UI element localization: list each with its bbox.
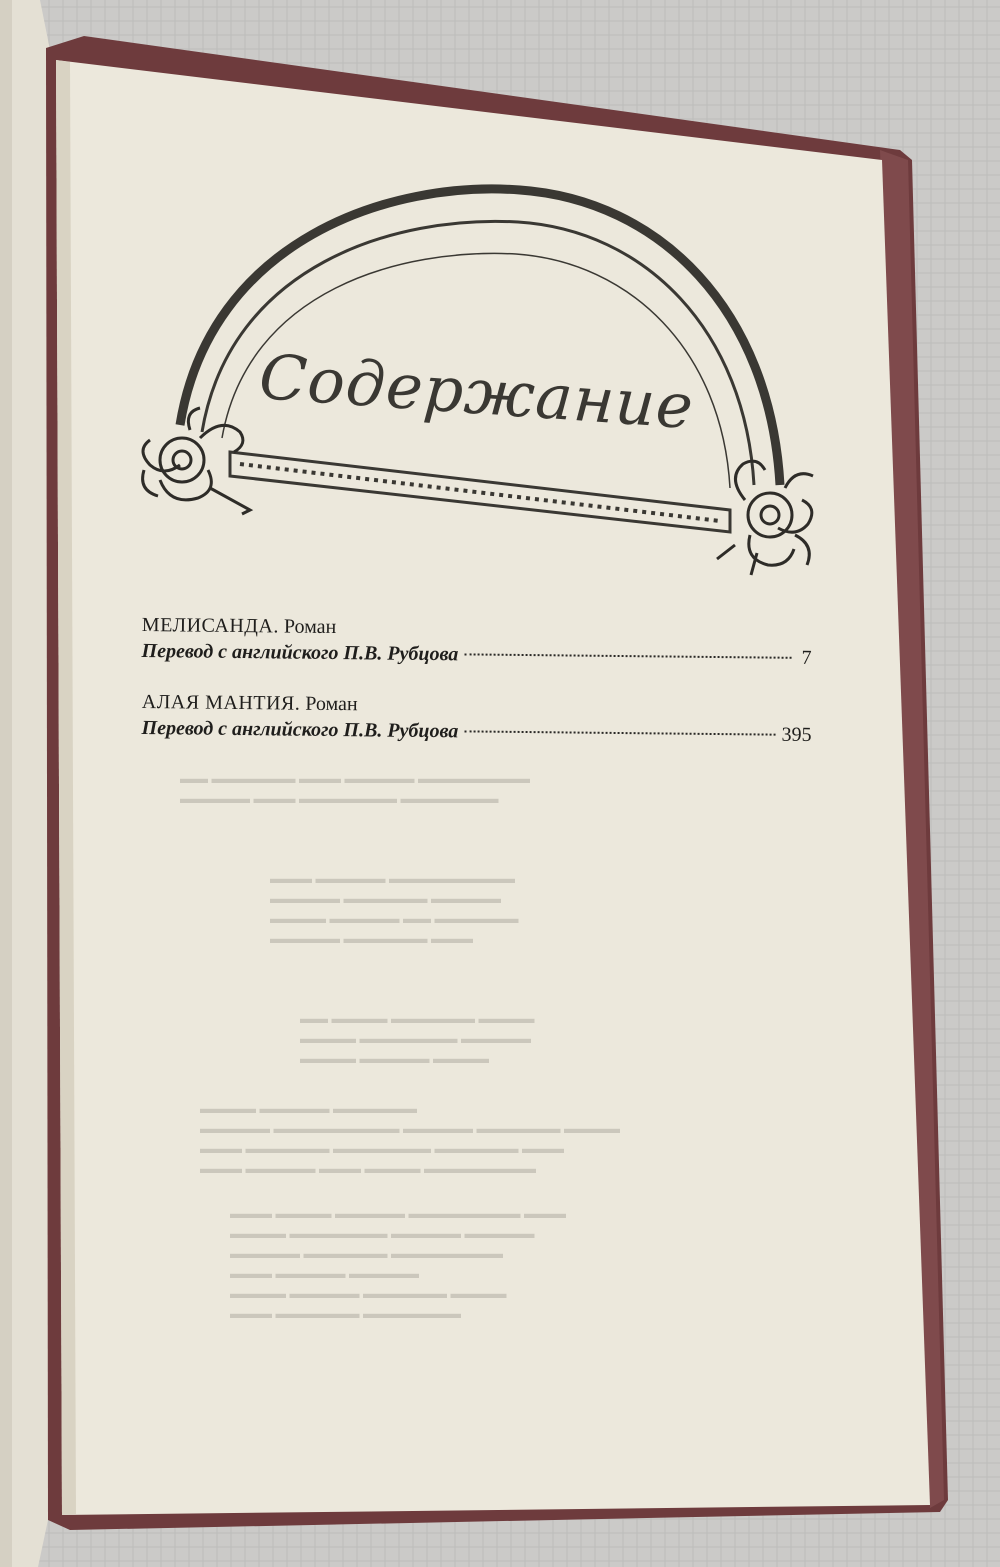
toc-translator: Перевод с английского П.В. Рубцова bbox=[141, 639, 459, 666]
toc-translator: Перевод с английского П.В. Рубцова bbox=[141, 716, 459, 743]
show-through-text: ▬▬ ▬▬▬▬ ▬▬▬▬▬▬ ▬▬▬▬ ▬▬▬▬ ▬▬▬▬▬▬▬ ▬▬▬▬▬ ▬▬▬▬ ▬▬▬▬▬ ▬▬▬▬ bbox=[300, 1012, 535, 1067]
toc-entry bbox=[141, 612, 812, 671]
toc-genre: Роман bbox=[283, 615, 337, 639]
toc-entry bbox=[141, 689, 812, 748]
show-through-text: ▬▬▬ ▬▬▬▬ ▬▬▬▬▬ ▬▬▬▬▬▬▬▬ ▬▬▬ ▬▬▬▬ ▬▬▬▬▬▬▬ ▬▬▬▬▬ ▬▬▬▬▬ ▬▬▬▬▬ ▬▬▬▬▬▬ ▬▬▬▬▬▬▬▬ ▬▬▬ ▬▬▬▬▬ ▬▬▬▬▬ ▬▬▬▬ ▬▬▬▬▬ ▬▬▬▬▬▬ ▬▬▬▬ ▬▬▬ ▬▬▬▬▬▬ ▬▬▬▬▬▬▬ bbox=[230, 1207, 566, 1322]
toc-page-number: 7 bbox=[801, 646, 812, 670]
toc-title: МЕЛИСАНДА. bbox=[141, 613, 280, 638]
dot-leader bbox=[464, 653, 791, 658]
dot-leader bbox=[464, 730, 775, 735]
show-through-text: ▬▬▬▬ ▬▬▬▬▬ ▬▬▬▬▬▬ ▬▬▬▬▬ ▬▬▬▬▬▬▬▬▬ ▬▬▬▬▬ ▬▬▬▬▬▬ ▬▬▬▬ ▬▬▬ ▬▬▬▬▬▬ ▬▬▬▬▬▬▬ ▬▬▬▬▬▬ ▬▬▬ ▬▬▬ ▬▬▬▬▬ ▬▬▬ ▬▬▬▬ ▬▬▬▬▬▬▬▬ bbox=[200, 1102, 620, 1177]
show-through-text: ▬▬▬ ▬▬▬▬▬ ▬▬▬▬▬▬▬▬▬ ▬▬▬▬▬ ▬▬▬▬▬▬ ▬▬▬▬▬ ▬▬▬▬ ▬▬▬▬▬ ▬▬ ▬▬▬▬▬▬ ▬▬▬▬▬ ▬▬▬▬▬▬ ▬▬▬ bbox=[270, 872, 519, 947]
contents-heading: Содержание bbox=[256, 340, 697, 444]
toc-genre: Роман bbox=[305, 692, 358, 716]
ribbon-band bbox=[230, 452, 730, 532]
toc-title: АЛАЯ МАНТИЯ. bbox=[141, 690, 301, 715]
show-through-text: ▬▬ ▬▬▬▬▬▬ ▬▬▬ ▬▬▬▬▬ ▬▬▬▬▬▬▬▬ ▬▬▬▬▬ ▬▬▬ ▬▬▬▬▬▬▬ ▬▬▬▬▬▬▬ bbox=[180, 772, 530, 807]
toc-page-number: 395 bbox=[781, 723, 812, 747]
